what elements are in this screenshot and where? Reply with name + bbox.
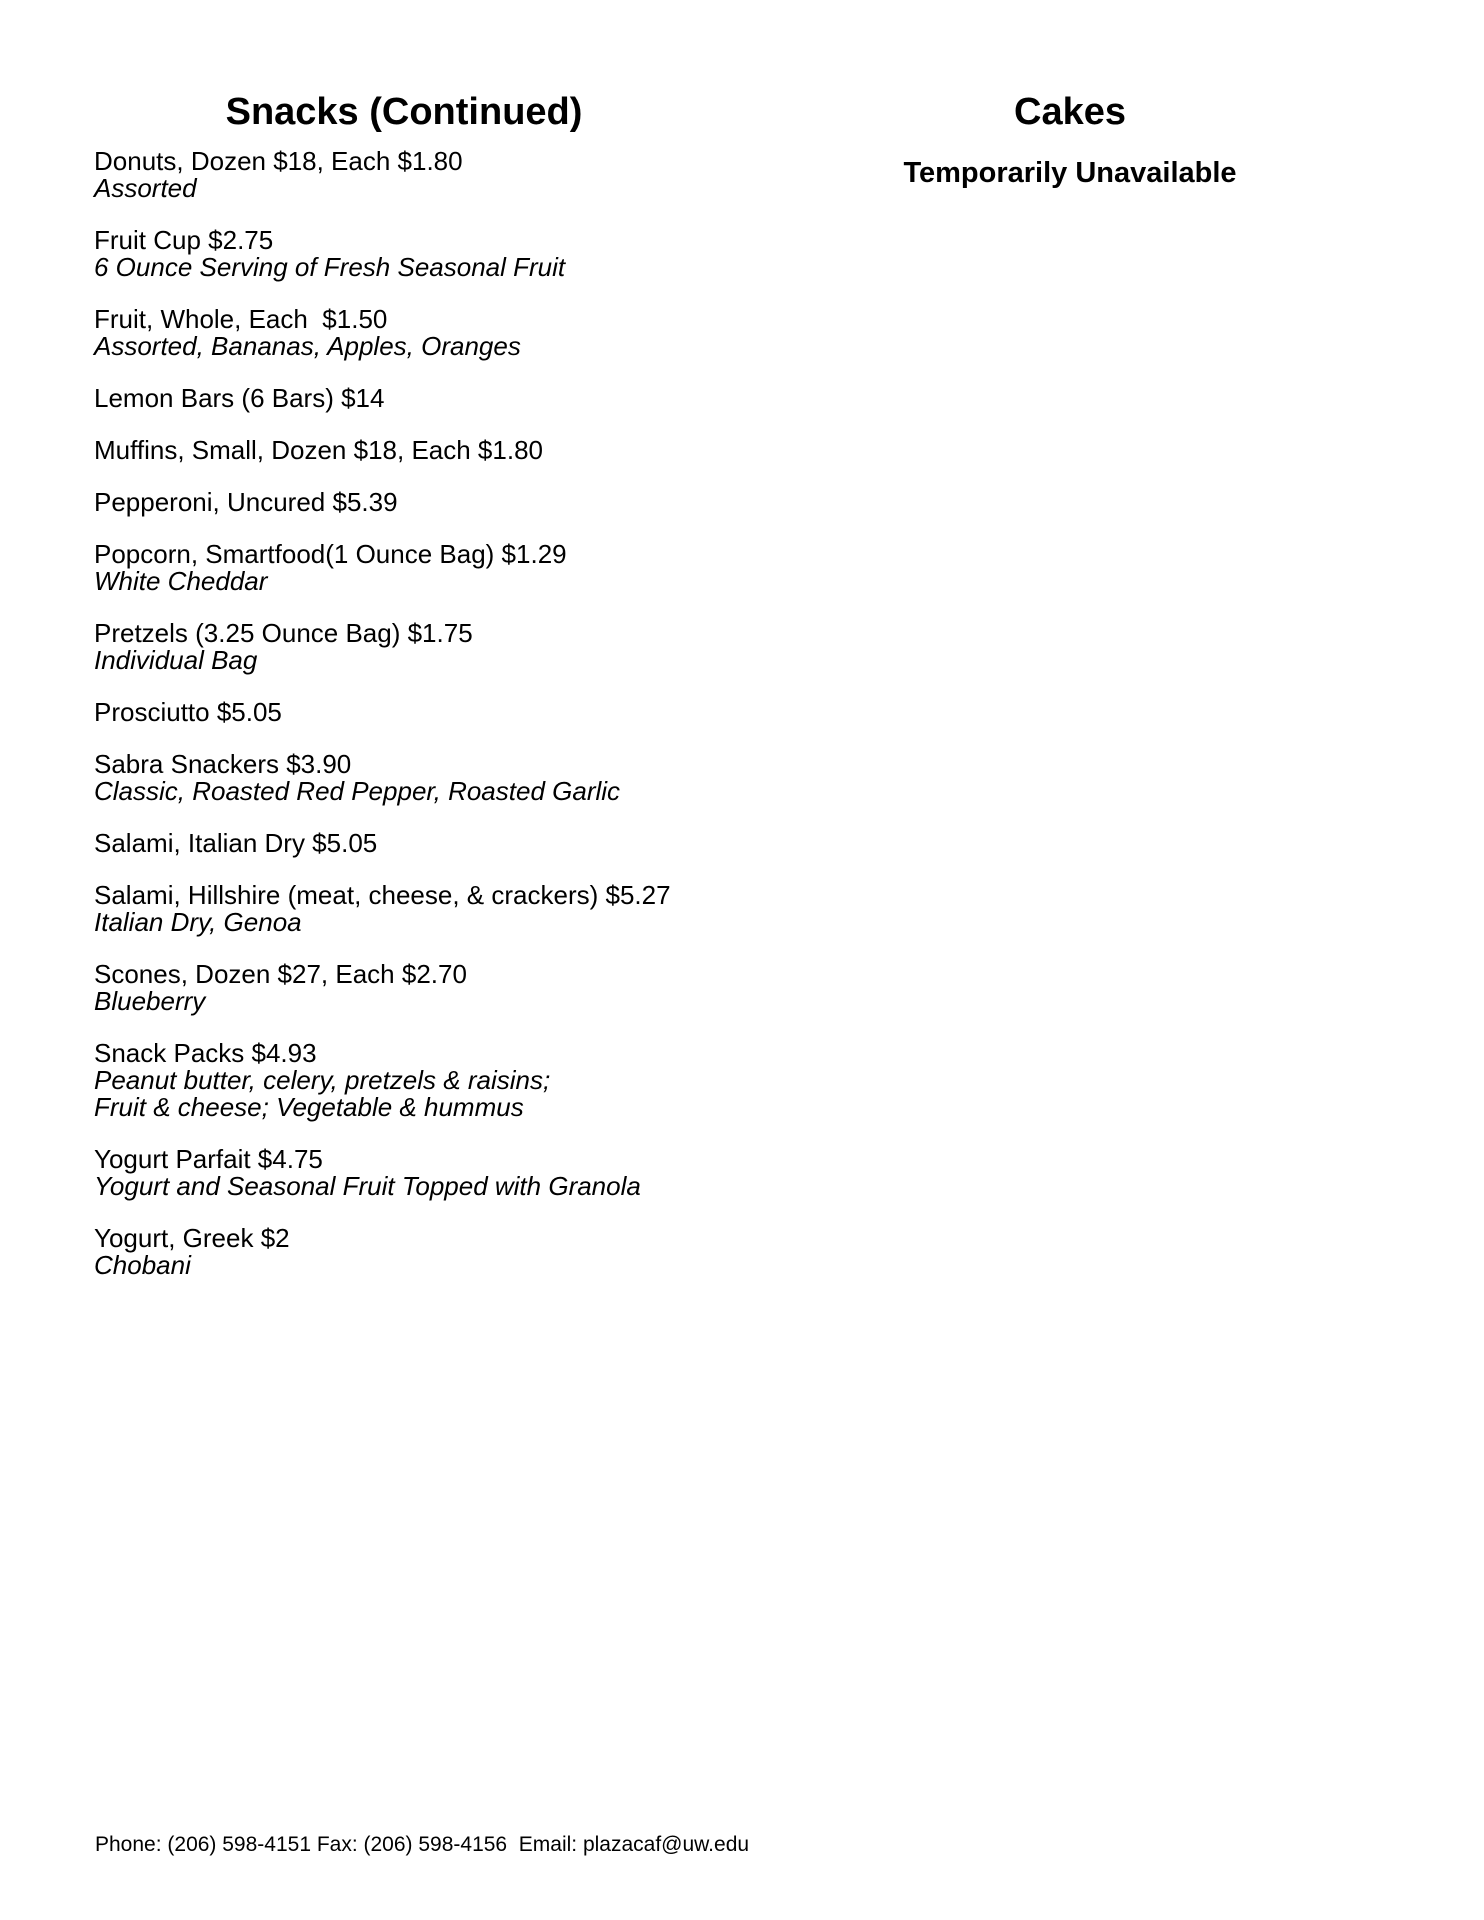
item-description: Italian Dry, Genoa	[94, 907, 302, 937]
menu-item	[94, 699, 794, 726]
item-name: Sabra Snackers $3.90	[94, 749, 352, 779]
item-description: Assorted	[94, 173, 197, 203]
item-description: Chobani	[94, 1250, 191, 1280]
item-name: Pretzels (3.25 Ounce Bag) $1.75	[94, 618, 473, 648]
item-description: Peanut butter, celery, pretzels & raisins; Fruit & cheese; Vegetable & hummus	[94, 1065, 551, 1122]
menu-item	[94, 227, 794, 281]
item-description: Yogurt and Seasonal Fruit Topped with Granola	[94, 1171, 641, 1201]
item-name: Pepperoni, Uncured $5.39	[94, 487, 398, 517]
contact-footer: Phone: (206) 598-4151 Fax: (206) 598-4156 Email: plazacaf@uw.edu	[95, 1833, 750, 1856]
item-description: White Cheddar	[94, 566, 268, 596]
item-name: Scones, Dozen $27, Each $2.70	[94, 959, 467, 989]
menu-item	[94, 489, 794, 516]
menu-item	[94, 437, 794, 464]
item-name: Donuts, Dozen $18, Each $1.80	[94, 146, 463, 176]
menu-item	[94, 1146, 794, 1200]
item-description: 6 Ounce Serving of Fresh Seasonal Fruit	[94, 252, 566, 282]
cakes-title: Cakes	[1014, 91, 1126, 133]
menu-item	[94, 306, 794, 360]
item-name: Muffins, Small, Dozen $18, Each $1.80	[94, 435, 543, 465]
item-description: Classic, Roasted Red Pepper, Roasted Garlic	[94, 776, 621, 806]
cakes-availability-notice: Temporarily Unavailable	[903, 157, 1237, 189]
item-name: Lemon Bars (6 Bars) $14	[94, 383, 385, 413]
item-name: Popcorn, Smartfood(1 Ounce Bag) $1.29	[94, 539, 567, 569]
menu-item	[94, 620, 794, 674]
item-name: Fruit Cup $2.75	[94, 225, 274, 255]
item-name: Yogurt, Greek $2	[94, 1223, 290, 1253]
menu-item	[94, 1040, 794, 1121]
snacks-section	[94, 90, 794, 1304]
item-name: Fruit, Whole, Each $1.50	[94, 304, 388, 334]
item-name: Salami, Italian Dry $5.05	[94, 828, 378, 858]
menu-item	[94, 751, 794, 805]
item-description: Blueberry	[94, 986, 206, 1016]
cakes-section	[790, 90, 1350, 190]
menu-item	[94, 882, 794, 936]
menu-item	[94, 1225, 794, 1279]
menu-item	[94, 830, 794, 857]
snacks-list	[94, 148, 794, 1279]
menu-item	[94, 385, 794, 412]
menu-item	[94, 148, 794, 202]
item-name: Yogurt Parfait $4.75	[94, 1144, 323, 1174]
item-name: Salami, Hillshire (meat, cheese, & crackers) $5.27	[94, 880, 671, 910]
snacks-title: Snacks (Continued)	[225, 91, 583, 133]
item-name: Prosciutto $5.05	[94, 697, 282, 727]
item-name: Snack Packs $4.93	[94, 1038, 317, 1068]
menu-item	[94, 541, 794, 595]
item-description: Assorted, Bananas, Apples, Oranges	[94, 331, 521, 361]
menu-item	[94, 961, 794, 1015]
item-description: Individual Bag	[94, 645, 258, 675]
